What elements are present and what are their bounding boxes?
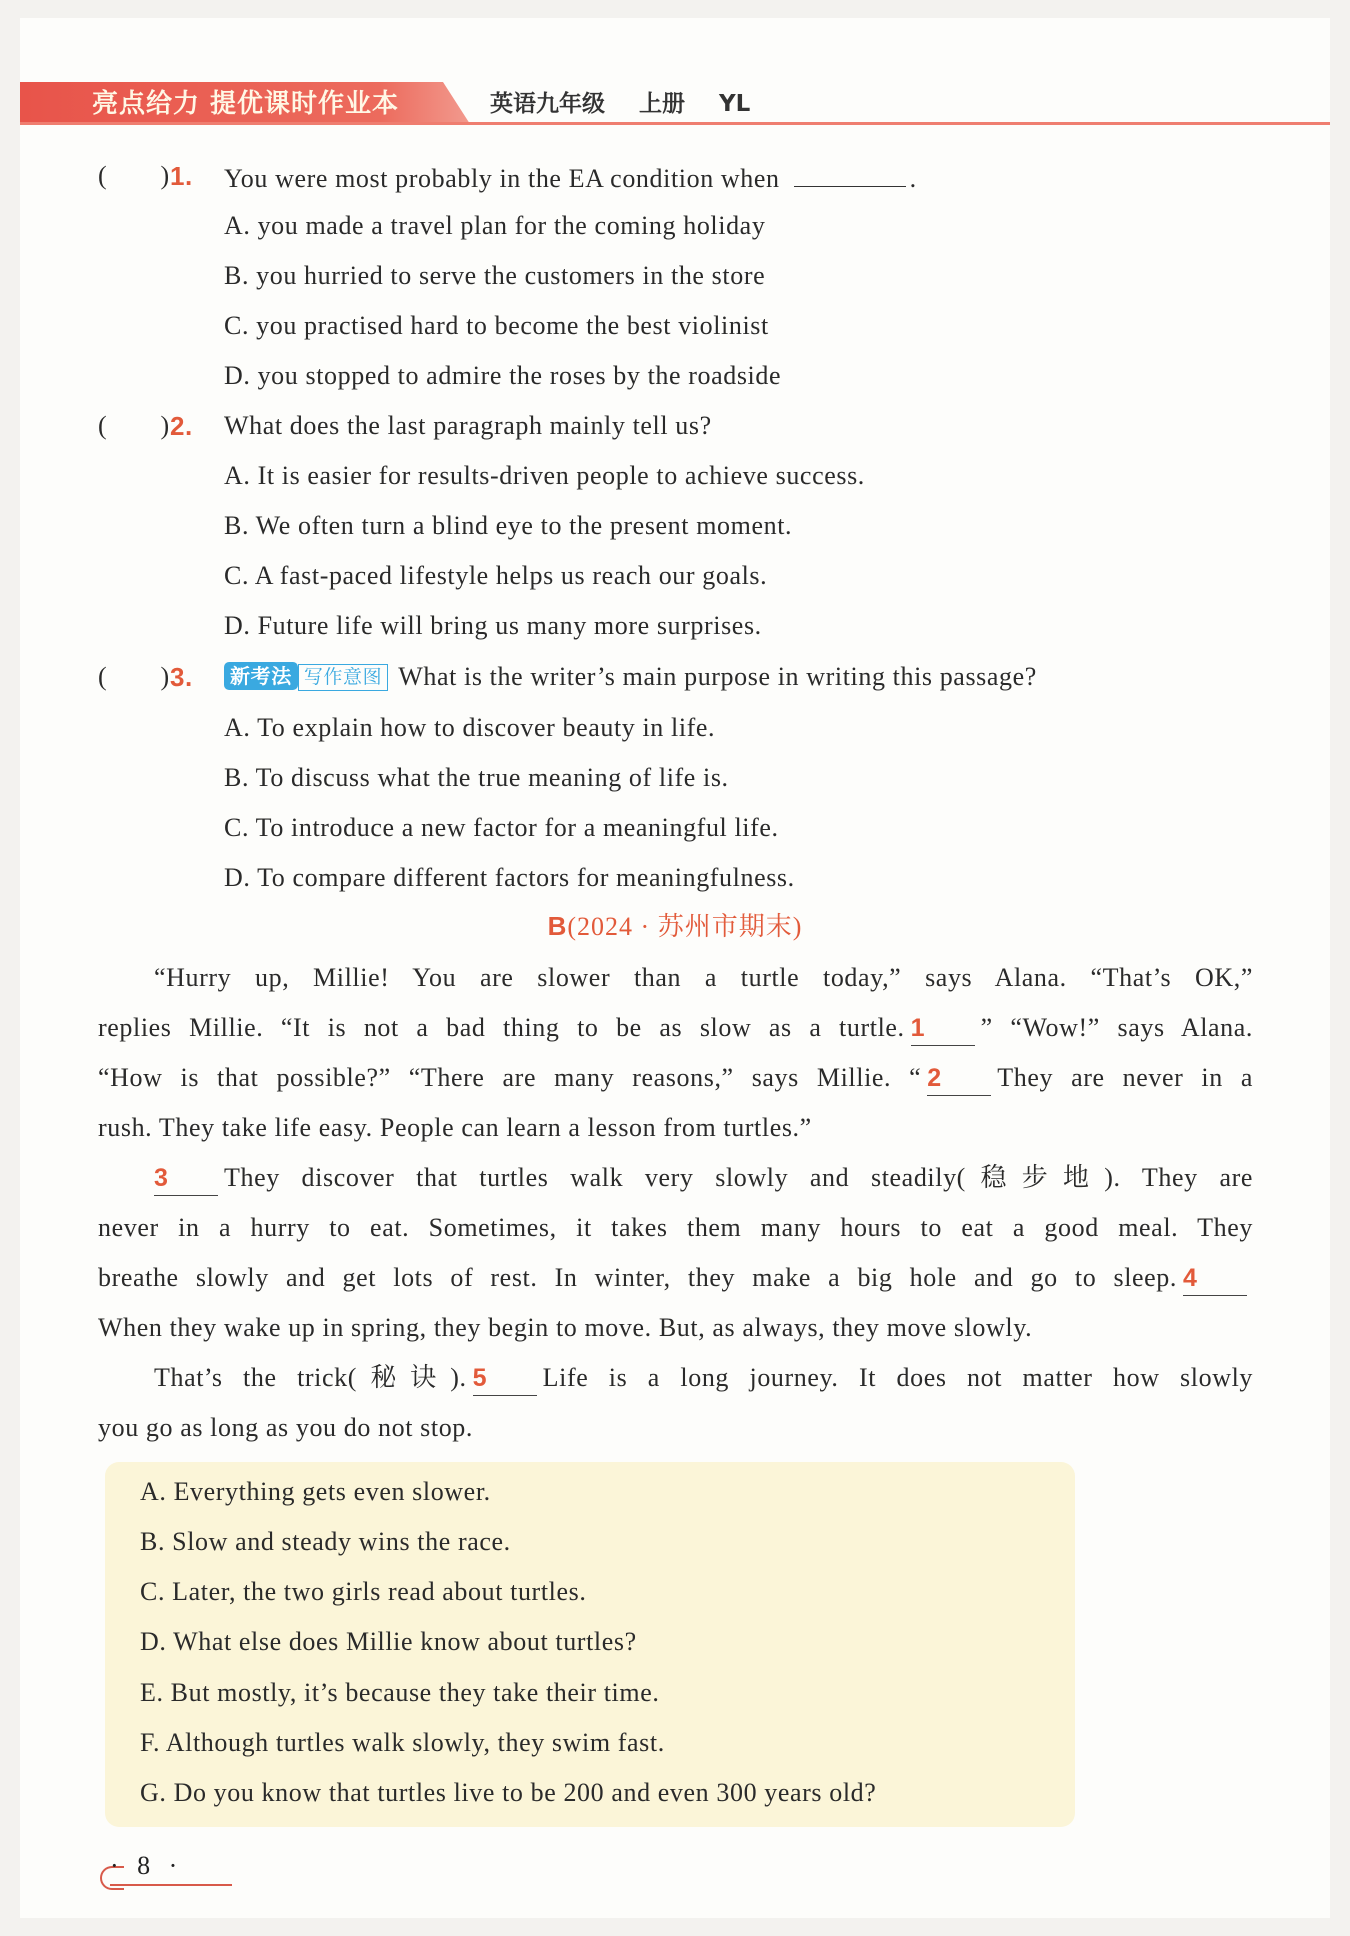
- passage-line: you go as long as you do not stop.: [98, 1413, 474, 1442]
- passage-line: replies Millie. “It is not a bad thing to be as slow as a turtle. 1 ” “Wow!” says Alana.: [98, 1003, 1253, 1053]
- writing-intent-tag: 写作意图: [298, 664, 388, 691]
- gap-2[interactable]: 2: [927, 1061, 991, 1096]
- answer-parens[interactable]: ( ): [98, 161, 170, 190]
- answer-parens[interactable]: ( ): [98, 662, 170, 691]
- passage-line: breathe slowly and get lots of rest. In winter, they make a big hole and go to sleep. 4: [98, 1253, 1253, 1303]
- header-rule: [20, 122, 1330, 125]
- passage-line: When they wake up in spring, they begin to move. But, as always, they move slowly.: [98, 1313, 1033, 1342]
- choice-f: F. Although turtles walk slowly, they swim fast.: [140, 1728, 665, 1757]
- subject: 英语九年级: [490, 91, 605, 117]
- gap-3[interactable]: 3: [154, 1161, 218, 1196]
- edition: YL: [719, 91, 751, 117]
- volume: 上册: [639, 91, 686, 117]
- passage-line: never in a hurry to eat. Sometimes, it takes them many hours to eat a good meal. They: [98, 1213, 1253, 1242]
- answer-parens[interactable]: ( ): [98, 411, 170, 440]
- choice-c: C. Later, the two girls read about turtles.: [140, 1577, 587, 1606]
- page-number-rule: [110, 1884, 232, 1886]
- gap-4[interactable]: 4: [1183, 1261, 1247, 1296]
- choice-e: E. But mostly, it’s because they take their time.: [140, 1678, 660, 1707]
- passage-line: “Hurry up, Millie! You are slower than a turtle today,” says Alana. “That’s OK,”: [154, 963, 1253, 992]
- gap-5[interactable]: 5: [473, 1361, 537, 1396]
- section-b-title: B(2024 · 苏州市期末): [547, 911, 803, 941]
- book-info: [490, 86, 776, 122]
- page-number: · 8 ·: [110, 1851, 184, 1880]
- new-exam-badge: 新考法: [224, 662, 298, 690]
- choice-b: B. Slow and steady wins the race.: [140, 1527, 511, 1556]
- series-title: 亮点给力 提优课时作业本: [92, 89, 400, 119]
- choice-a: A. Everything gets even slower.: [140, 1477, 491, 1506]
- choice-d: D. What else does Millie know about turtles?: [140, 1627, 637, 1656]
- question-number: 2.: [170, 411, 193, 441]
- question-number: 3.: [170, 662, 193, 692]
- gap-1[interactable]: 1: [911, 1011, 975, 1046]
- choice-g: G. Do you know that turtles live to be 200 and even 300 years old?: [140, 1778, 877, 1807]
- question-stem: You were most probably in the EA condition when .: [224, 156, 917, 199]
- question-stem: What does the last paragraph mainly tell us?: [224, 411, 712, 440]
- passage: [98, 953, 1253, 1453]
- answer-blank[interactable]: [794, 156, 906, 187]
- passage-line: rush. They take life easy. People can learn a lesson from turtles.”: [98, 1113, 812, 1142]
- passage-line: 3 They discover that turtles walk very slowly and steadily(稳步地). They are: [98, 1153, 1253, 1203]
- passage-line: “How is that possible?” “There are many reasons,” says Millie. “ 2 They are never in a: [98, 1053, 1253, 1103]
- passage-line: That’s the trick(秘诀). 5 Life is a long journey. It does not matter how slowly: [98, 1353, 1253, 1403]
- question-stem: 新考法 写作意图 What is the writer’s main purpose in writing this passage?: [224, 657, 1037, 697]
- question-number: 1.: [170, 161, 193, 191]
